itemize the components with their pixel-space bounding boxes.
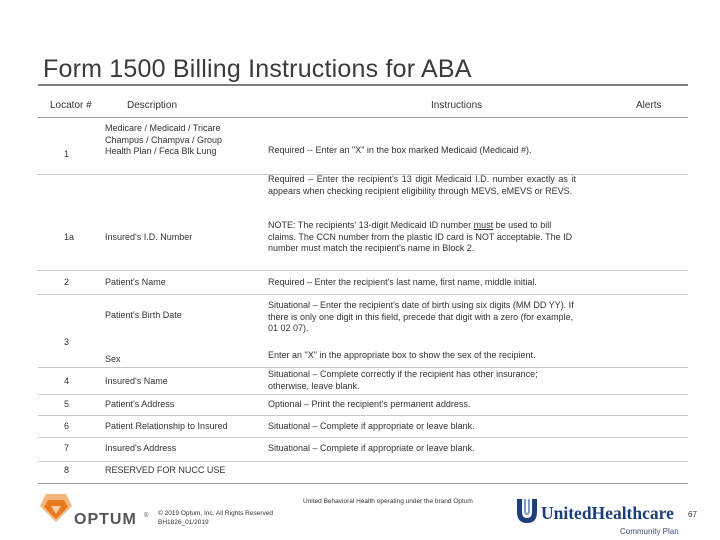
- instruction-cell: Optional – Print the recipient's permanent address.: [268, 399, 471, 409]
- instruction-cell: Required -- Enter an "X" in the box marked Medicaid (Medicaid #).: [268, 145, 532, 155]
- table-row: [38, 461, 688, 484]
- locator-cell: 3: [64, 337, 70, 347]
- table-row: [38, 118, 688, 175]
- description-cell: Patient Relationship to Insured: [105, 421, 228, 431]
- table-row: [38, 270, 688, 295]
- table-row: [38, 174, 688, 271]
- page-number: 67: [688, 510, 697, 519]
- table-row: [38, 394, 688, 416]
- description-cell: Patient's Name: [105, 277, 166, 287]
- note-emphasis: must: [473, 220, 494, 230]
- note-text-end: be used to bill claims. The CCN number from the plastic ID card is NOT acceptable. The ID number must match the recipient's name in Block 2.: [268, 220, 573, 254]
- header-locator: Locator #: [50, 100, 92, 111]
- optum-logo-text: OPTUM: [74, 511, 137, 528]
- description-cell: Insured's Name: [105, 376, 168, 386]
- table-row: [38, 367, 688, 395]
- description-cell: Patient's Address: [105, 399, 175, 409]
- locator-cell: 4: [64, 376, 70, 386]
- uhc-logo-icon: [514, 496, 540, 526]
- page-title: Form 1500 Billing Instructions for ABA: [43, 55, 472, 83]
- table-row: [38, 294, 688, 368]
- instruction-cell: Enter an "X" in the appropriate box to show the sex of the recipient.: [268, 350, 536, 360]
- optum-logo-icon: [38, 492, 74, 532]
- instruction-cell: Required – Enter the recipient's 13 digit Medicaid I.D. number exactly as it appears when checking recipient eligibility through MEVS, eMEVS or REVS.: [268, 174, 576, 196]
- title-divider: [38, 84, 688, 86]
- description-cell: RESERVED FOR NUCC USE: [105, 465, 226, 475]
- instruction-cell: Situational – Complete correctly if the recipient has other insurance; otherwise, leave blank.: [268, 369, 538, 391]
- header-instructions: Instructions: [431, 100, 483, 111]
- description-cell: Medicare / Medicaid / Tricare Champus / Champva / Group Health Plan / Feca Blk Lung: [105, 123, 223, 157]
- note-text-start: NOTE: The recipients' 13-digit Medicaid ID number: [268, 220, 474, 230]
- copyright-text: © 2019 Optum, Inc. All Rights Reserved: [158, 510, 273, 517]
- description-cell: Insured's I.D. Number: [105, 232, 193, 242]
- locator-cell: 7: [64, 443, 70, 453]
- table-row: [38, 437, 688, 462]
- locator-cell: 1a: [64, 232, 75, 242]
- operating-note: United Behavioral Health operating under the brand Optum: [303, 498, 473, 505]
- description-cell: Patient's Birth Date: [105, 310, 182, 320]
- copyright-block: [158, 509, 273, 527]
- locator-cell: 2: [64, 277, 70, 287]
- locator-cell: 8: [64, 465, 70, 475]
- billing-instructions-table: [38, 94, 688, 484]
- instruction-cell: Situational – Complete if appropriate or leave blank.: [268, 443, 475, 453]
- locator-cell: 5: [64, 399, 70, 409]
- instruction-cell: Situational – Enter the recipient's date of birth using six digits (MM DD YY). If there is only one digit in this field, precede that digit with a zero (for example, 01 02 07).: [268, 300, 574, 334]
- header-alerts: Alerts: [636, 100, 662, 111]
- locator-cell: 1: [64, 149, 70, 159]
- header-description: Description: [127, 100, 178, 111]
- document-id: BH1826_01/2019: [158, 519, 209, 526]
- instruction-cell: Situational – Complete if appropriate or leave blank.: [268, 421, 475, 431]
- optum-registered-mark: ®: [144, 513, 149, 519]
- instruction-note: [268, 220, 576, 255]
- description-cell: Sex: [105, 354, 121, 364]
- uhc-logo-text: UnitedHealthcare: [541, 503, 674, 523]
- table-header: [38, 94, 688, 118]
- table-row: [38, 415, 688, 438]
- locator-cell: 6: [64, 421, 70, 431]
- uhc-logo-subtitle: Community Plan: [620, 527, 679, 536]
- instruction-cell: Required – Enter the recipient's last name, first name, middle initial.: [268, 277, 537, 287]
- description-cell: Insured's Address: [105, 443, 177, 453]
